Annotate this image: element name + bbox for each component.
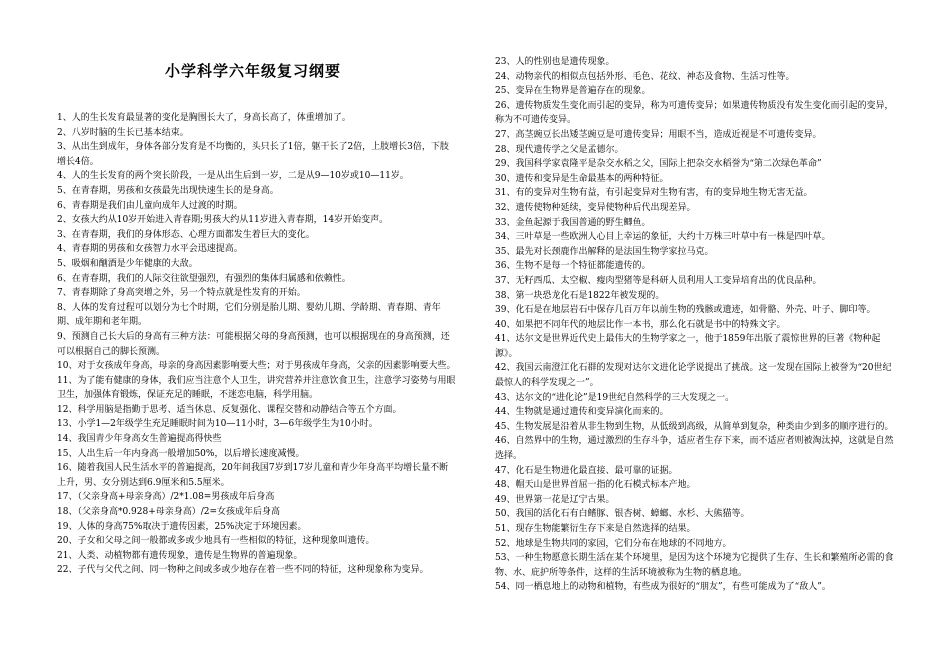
left-column [57, 0, 457, 578]
outline-item: 10、对于女孩成年身高，母亲的身高因素影响要大些；对于男孩成年身高，父亲的因素影响要大些。 [57, 361, 456, 372]
outline-item: 44、生物就是通过遗传和变异演化而来的。 [495, 407, 669, 418]
outline-item: 2、女孩大约从10岁开始进入青春期;男孩大约从11岁进入青春期，14岁开始变声。 [57, 215, 389, 226]
outline-item: 37、无籽西瓜、太空椒、瘦肉型猪等是科研人员利用人工变异培育出的优良品种。 [495, 275, 822, 286]
outline-item: 2、八岁时脑的生长已基本结束。 [57, 127, 189, 138]
outline-item: 30、遗传和变异是生命最基本的两种特征。 [495, 173, 669, 184]
outline-item: 26、遗传物质发生变化而引起的变异，称为可遗传变异；如果遗传物质没有发生变化而引起的变异，称为不可遗传变异。 [495, 100, 894, 126]
outline-item: 17、（父亲身高+母亲身高）/2*1.08=男孩成年后身高 [57, 492, 275, 503]
outline-item: 41、达尔文是世界近代史上最伟大的生物学家之一，他于1859年出版了震惊世界的巨著《物种起源》。 [495, 334, 881, 359]
outline-item: 21、人类、动植物都有遗传现象，遗传是生物界的普遍现象。 [57, 550, 303, 561]
outline-item: 22、子代与父代之间、同一物种之间或多或少地存在着一些不同的特征，这种现象称为变异。 [57, 565, 429, 576]
outline-item: 51、现存生物能繁衍生存下来是自然选择的结果。 [495, 524, 696, 534]
outline-item: 31、有的变异对生物有益，有引起变异对生物有害，有的变异地生物无害无益。 [495, 188, 813, 199]
outline-item: 53、一种生物愿意长期生活在某个环境里，是因为这个环境为它提供了生存、生长和繁殖所必需的食物、水、庇护所等条件，这样的生活环境被称为生物的栖息地。 [495, 553, 894, 578]
outline-item: 39、化石是在地层岩石中保存几百万年以前生物的残骸或遗迹，如骨骼、外壳、叶子、脚印等。 [495, 305, 876, 316]
outline-item: 45、生物发展是沿着从非生物到生物，从低级到高级，从简单到复杂，种类由少到多的顺序进行的。 [495, 421, 894, 432]
outline-item: 33、金鱼起源于我国普通的野生鲫鱼。 [495, 217, 651, 228]
outline-item: 29、我国科学家袁隆平是杂交水稻之父，国际上把杂交水稻誉为“第二次绿色革命” [495, 159, 822, 170]
outline-item: 24、动物亲代的相似点包括外形、毛色、花纹、神态及食物、生活习性等。 [495, 71, 795, 82]
outline-item: 40、如果把不同年代的地层比作一本书，那么化石就是书中的特殊文字。 [495, 319, 786, 330]
outline-item: 46、自然界中的生物，通过激烈的生存斗争，适应者生存下来，而不适应者则被淘汰掉，这就是自然选择。 [495, 436, 894, 462]
outline-item: 9、预测自己长大后的身高有三种方法：可能根据父母的身高预测，也可以根据现在的身高预测，还可以根据自己的脚长预测。 [57, 331, 450, 357]
outline-item: 20、子女和父母之间一般都或多或少地具有一些相似的特征，这种现象叫遗传。 [57, 536, 375, 547]
outline-item: 14、我国青少年身高女生普遍提高得快些 [57, 434, 222, 445]
outline-item: 11、为了能有健康的身体，我们应当注意个人卫生，讲究营养并注意饮食卫生，注意学习姿势与用眼卫生，加强体育锻炼，保证充足的睡眠，不迷恋电脑，科学用脑。 [57, 375, 456, 401]
outline-item: 1、人的生长发育最显著的变化是胸围长大了，身高长高了，体重增加了。 [57, 113, 351, 123]
outline-item: 28、现代遗传学之父是孟德尔。 [495, 144, 624, 155]
outline-item: 12、科学用脑是指勤于思考、适当休息、反复强化、课程交替和动静结合等五个方面。 [57, 404, 402, 415]
outline-item: 7、青春期除了身高突增之外，另一个特点就是性发育的开始。 [57, 288, 306, 299]
outline-item: 25、变异在生物界是普遍存在的现象。 [495, 86, 651, 97]
outline-item: 16、随着我国人民生活水平的普遍提高，20年间我国7岁到17岁儿童和青少年身高平均增长量不断上升，男、女分别达到6.9厘米和5.5厘米。 [57, 463, 449, 488]
outline-item: 6、在青春期，我们的人际交往欲望强烈，有强烈的集体归属感和依赖性。 [57, 273, 351, 284]
left-item-list [57, 0, 457, 578]
outline-item: 3、从出生到成年，身体各部分发育是不均衡的，头只长了1倍，躯干长了2倍，上肢增长3倍，下肢增长4倍。 [57, 142, 449, 167]
outline-item: 50、我国的活化石有白鳍豚、银杏树、蟑螂、水杉、大熊猫等。 [495, 509, 750, 520]
outline-item: 47、化石是生物进化最直接、最可靠的证据。 [495, 465, 678, 476]
outline-item: 43、达尔文的“进化论”是19世纪自然科学的三大发现之一。 [495, 392, 735, 403]
outline-item: 52、地球是生物共同的家园，它们分布在地球的不同地方。 [495, 538, 732, 549]
outline-item: 4、青春期的男孩和女孩智力水平会迅速提高。 [57, 244, 243, 255]
outline-item: 15、人出生后一年内身高一般增加50%，以后增长速度减慢。 [57, 448, 305, 459]
outline-item: 54、同一栖息地上的动物和植物，有些成为很好的“朋友”，有些可能成为了“敌人”。 [495, 582, 831, 593]
outline-item: 27、高茎豌豆长出矮茎豌豆是可遗传变异；用眼不当，造成近视是不可遗传变异。 [495, 129, 822, 140]
right-column [495, 0, 895, 595]
outline-item: 34、三叶草是一些欧洲人心目上幸运的象征，大约十万株三叶草中有一株是四叶草。 [495, 232, 831, 243]
outline-item: 8、人体的发育过程可以划分为七个时期，它们分别是胎儿期、婴幼儿期、学龄期、青春期、青年期、成年期和老年期。 [57, 302, 441, 328]
outline-item: 36、生物不是每一个特征都能遗传的。 [495, 261, 651, 272]
outline-item: 4、人的生长发育的两个突长阶段，一是从出生后到一岁，二是从9—10岁或10—11岁。 [57, 171, 409, 182]
outline-item: 35、最先对长颈鹿作出解释的是法国生物学家拉马克。 [495, 246, 714, 257]
document-title: 小学科学六年级复习纲要 [165, 62, 342, 80]
outline-item: 23、人的性别也是遗传现象。 [495, 57, 615, 67]
outline-item: 49、世界第一花是辽宁古果。 [495, 494, 615, 505]
outline-item: 38、第一块恐龙化石是1822年被发现的。 [495, 290, 665, 301]
outline-item: 48、帽天山是世界首屈一指的化石模式标本产地。 [495, 480, 696, 491]
outline-item: 6、青春期是我们由儿童向成年人过渡的时期。 [57, 200, 243, 211]
outline-item: 3、在青春期，我们的身体形态、心理方面都发生着巨大的变化。 [57, 229, 315, 240]
outline-item: 18、（父亲身高*0.928+母亲身高）/2=女孩成年后身高 [57, 507, 281, 518]
outline-item: 19、人体的身高75%取决于遗传因素，25%决定于环境因素。 [57, 521, 307, 532]
outline-item: 13、小学1—2年级学生充足睡眠时间为10—11小时，3—6年级学生为10小时。 [57, 419, 378, 430]
outline-item: 5、吸烟和酗酒是少年健康的大敌。 [57, 258, 198, 269]
outline-item: 32、遗传使物种延续，变异使物种后代出现差异。 [495, 202, 696, 213]
right-item-list [495, 0, 895, 595]
outline-item: 42、我国云南澄江化石群的发现对达尔文进化论学说提出了挑战。这一发现在国际上被誉为“20世纪最惊人的科学发现之一”。 [495, 363, 892, 389]
outline-item: 5、在青春期，男孩和女孩最先出现快速生长的是身高。 [57, 185, 279, 196]
